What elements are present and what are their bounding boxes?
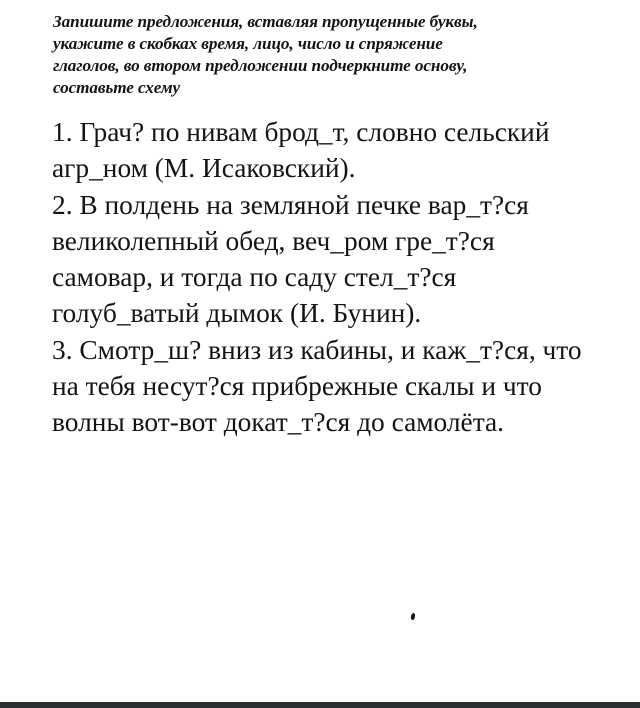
sentence-2-line-3: самовар, и тогда по саду стел_т?ся — [52, 262, 457, 293]
sentence-2-line-1: 2. В полдень на земляной печке вар_т?ся — [52, 189, 529, 220]
task-instruction — [53, 11, 633, 99]
instruction-line: составьте схему — [53, 78, 181, 97]
stray-ink-mark — [410, 613, 415, 621]
sentence-3-line-3: волны вот-вот докат_т?ся до самолёта. — [52, 407, 505, 438]
sentence-3-line-2: на тебя несут?ся прибрежные скалы и что — [52, 371, 542, 402]
bottom-bar — [0, 702, 640, 708]
instruction-line: Запишите предложения, вставляя пропущенные буквы, — [53, 12, 478, 31]
exercise-text — [52, 114, 640, 441]
sentence-2-line-4: голуб_ватый дымок (И. Бунин). — [52, 298, 422, 329]
instruction-line: укажите в скобках время, лицо, число и спряжение — [53, 34, 443, 53]
instruction-line: глаголов, во втором предложении подчеркните основу, — [53, 56, 468, 75]
sentence-2-line-2: великолепный обед, веч_ром гре_т?ся — [52, 225, 495, 256]
sentence-3-line-1: 3. Смотр_ш? вниз из кабины, и каж_т?ся, что — [52, 334, 582, 365]
sentence-1-line-1: 1. Грач? по нивам брод_т, словно сельский — [52, 117, 550, 147]
sentence-1-line-2: агр_ном (М. Исаковский). — [52, 153, 356, 184]
